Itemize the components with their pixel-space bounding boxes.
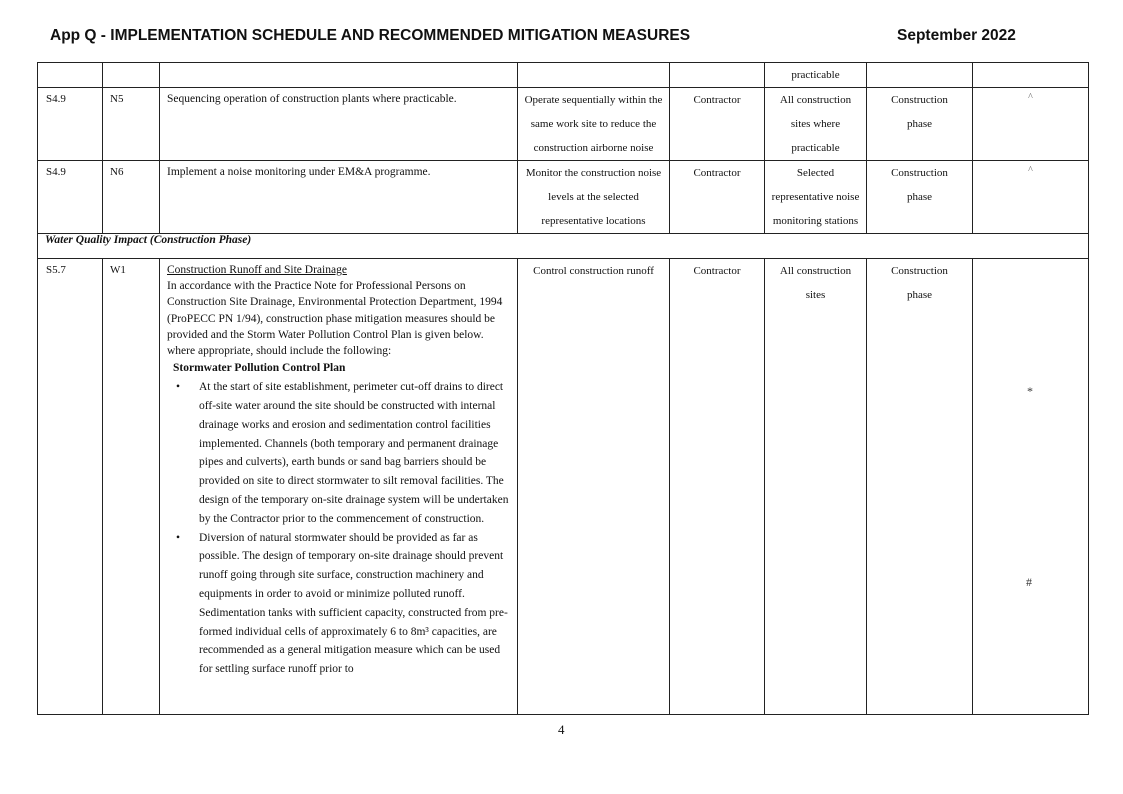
bullet-item: • Diversion of natural stormwater should be provided as far as possible. The design of temporary on-site drainage should prevent runoff going through site surface, construction machinery and equipments in order to avoid or minimize polluted runoff. Sedimentation tanks with sufficient capacity, constructed from pre-formed individual cells of approximately 6 to 8m³ capacities, are recommended as a general mitigation measure which can be used for settling surface runoff prior to — [167, 529, 513, 679]
id-cell — [103, 63, 160, 88]
location-cell: Selected representative noise monitoring stations — [765, 161, 867, 234]
table-row — [38, 259, 1089, 715]
bullet-icon: • — [176, 381, 181, 394]
measure-cell: Implement a noise monitoring under EM&A programme. — [160, 161, 518, 234]
measure-intro-2: where appropriate, should include the following: — [167, 345, 392, 358]
objective-cell: Control construction runoff — [518, 259, 670, 715]
table-row-continuation — [38, 63, 1089, 88]
ref-cell: S4.9 — [38, 88, 103, 161]
document-title: App Q - IMPLEMENTATION SCHEDULE AND RECOMMENDED MITIGATION MEASURES — [50, 27, 691, 44]
objective-cell: Monitor the construction noise levels at the selected representative locations — [518, 161, 670, 234]
agent-cell — [670, 63, 765, 88]
implementation-status-mark: # — [1026, 575, 1032, 589]
agent-cell: Contractor — [670, 161, 765, 234]
id-cell: W1 — [103, 259, 160, 715]
ref-cell: S5.7 — [38, 259, 103, 715]
location-cell: practicable — [765, 63, 867, 88]
table-row — [38, 88, 1089, 161]
timing-cell: Construction phase — [867, 88, 973, 161]
measure-cell — [160, 259, 518, 715]
bullet-item: • At the start of site establishment, perimeter cut-off drains to direct off-site water around the site should be constructed with internal drainage works and erosion and sedimentation control facilities implemented. Channels (both temporary and permanent drainage pipes and culverts), earth bunds or sand bag barriers should be provided on site to direct stormwater to silt removal facilities. The design of the temporary on-site drainage system will be undertaken by the Contractor prior to the commencement of construction. — [167, 378, 513, 528]
implementation-status-mark: ^ — [973, 88, 1089, 161]
objective-cell: Operate sequentially within the same work site to reduce the construction airborne noise — [518, 88, 670, 161]
mark-cell — [973, 259, 1089, 715]
timing-cell: Construction phase — [867, 259, 973, 715]
implementation-status-mark: ^ — [973, 161, 1089, 234]
id-cell: N6 — [103, 161, 160, 234]
measure-cell: Sequencing operation of construction plants where practicable. — [160, 88, 518, 161]
implementation-schedule-table — [37, 62, 1089, 715]
page-number: 4 — [558, 722, 565, 737]
objective-cell — [518, 63, 670, 88]
plan-title: Stormwater Pollution Control Plan — [173, 362, 346, 375]
implementation-status-mark: * — [1027, 384, 1033, 398]
bullet-icon: • — [176, 531, 181, 544]
agent-cell: Contractor — [670, 259, 765, 715]
agent-cell: Contractor — [670, 88, 765, 161]
document-date: September 2022 — [897, 27, 1016, 44]
section-heading-row — [38, 234, 1089, 259]
location-cell: All construction sites — [765, 259, 867, 715]
timing-cell — [867, 63, 973, 88]
measure-intro: In accordance with the Practice Note for Professional Persons on Construction Site Drainage, Environmental Protection Department, 1994 (ProPECC PN 1/94), construction phase mitigation measures should be provided and the Storm Water Pollution Control Plan is given below. — [167, 280, 503, 341]
mark-cell — [973, 63, 1089, 88]
ref-cell — [38, 63, 103, 88]
ref-cell: S4.9 — [38, 161, 103, 234]
section-heading: Water Quality Impact (Construction Phase) — [38, 234, 1089, 259]
measure-cell — [160, 63, 518, 88]
measure-heading: Construction Runoff and Site Drainage — [167, 264, 347, 276]
id-cell: N5 — [103, 88, 160, 161]
location-cell: All construction sites where practicable — [765, 88, 867, 161]
timing-cell: Construction phase — [867, 161, 973, 234]
table-row — [38, 161, 1089, 234]
